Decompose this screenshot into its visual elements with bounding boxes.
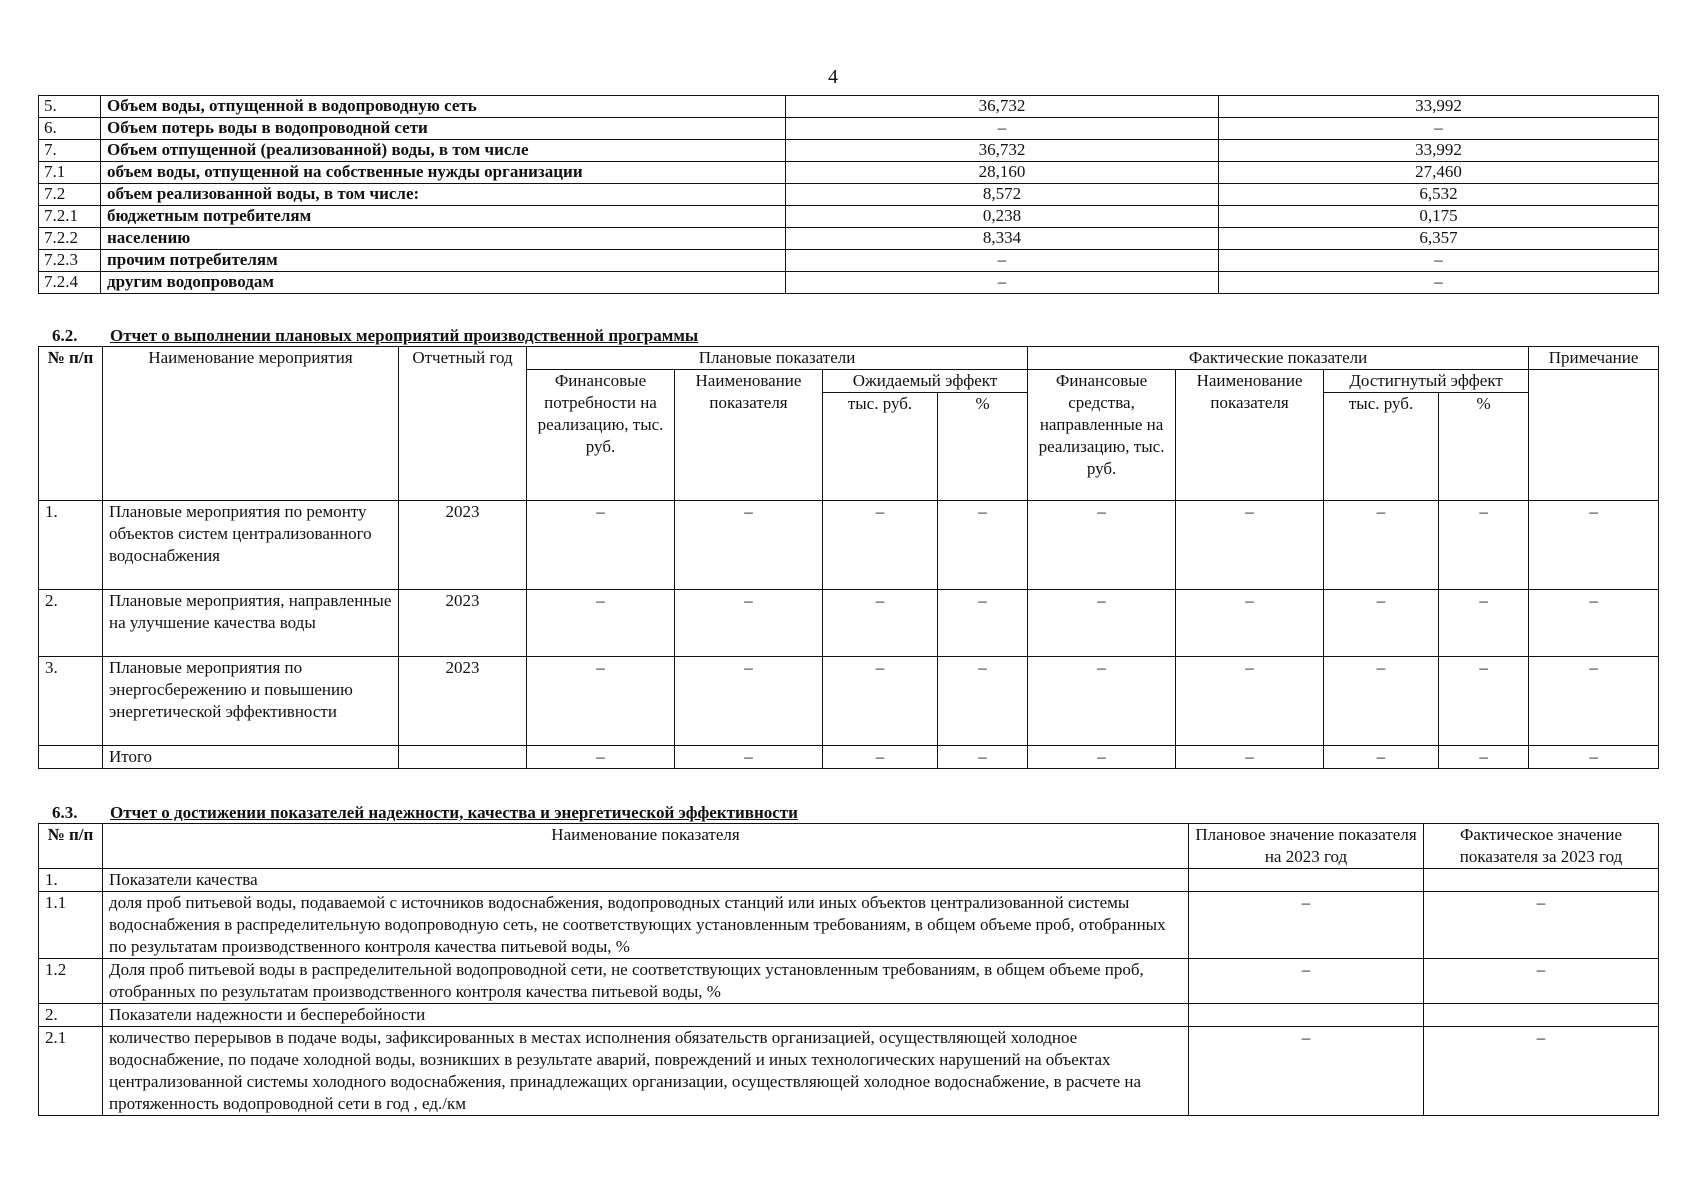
header-note-empty	[1529, 370, 1659, 501]
row-number: 7.2.4	[39, 272, 101, 294]
cell-value: –	[1439, 501, 1529, 590]
row-name: Доля проб питьевой воды в распределительной водопроводной сети, не соответствующих установленным требованиям, в общем объеме проб, отобранных по результатам производственного контроля качества питьевой воды, %	[103, 959, 1189, 1004]
value-plan: –	[786, 272, 1219, 294]
value-plan: –	[1189, 959, 1424, 1004]
value-fact: –	[1219, 118, 1659, 140]
row-name: Плановые мероприятия по энергосбережению и повышению энергетической эффективности	[103, 657, 399, 746]
row-number: 2.	[39, 590, 103, 657]
header-row	[39, 824, 1659, 869]
value-plan: –	[1189, 892, 1424, 959]
planned-activities-table	[38, 346, 1659, 769]
cell-value: –	[527, 590, 675, 657]
section-number: 6.2.	[52, 326, 78, 345]
table-row	[39, 501, 1659, 590]
cell-value: –	[823, 590, 938, 657]
table-row	[39, 1027, 1659, 1116]
row-name: Показатели надежности и бесперебойности	[103, 1004, 1189, 1027]
row-number: 6.	[39, 118, 101, 140]
header-expected-effect: Ожидаемый эффект	[823, 370, 1028, 393]
cell-value: –	[1324, 746, 1439, 769]
header-num: № п/п	[39, 824, 103, 869]
table-row	[39, 162, 1659, 184]
cell-value: –	[1324, 657, 1439, 746]
cell-value: –	[1439, 590, 1529, 657]
value-plan: 8,572	[786, 184, 1219, 206]
row-name: Объем отпущенной (реализованной) воды, в том числе	[101, 140, 786, 162]
header-plan-pct: %	[938, 393, 1028, 501]
table-row	[39, 206, 1659, 228]
cell-value: –	[1176, 590, 1324, 657]
row-number: 5.	[39, 96, 101, 118]
value-fact: –	[1424, 892, 1659, 959]
row-number: 1.2	[39, 959, 103, 1004]
value-plan: –	[786, 118, 1219, 140]
table-row	[39, 140, 1659, 162]
table-row	[39, 869, 1659, 892]
value-plan: 0,238	[786, 206, 1219, 228]
cell-value: –	[1028, 657, 1176, 746]
cell-value: –	[823, 501, 938, 590]
cell-value: –	[823, 746, 938, 769]
row-number: 7.2	[39, 184, 101, 206]
table-row	[39, 118, 1659, 140]
value-plan: 36,732	[786, 96, 1219, 118]
value-plan: 8,334	[786, 228, 1219, 250]
header-planned: Плановые показатели	[527, 347, 1028, 370]
table-row	[39, 590, 1659, 657]
header-row	[39, 347, 1659, 370]
table-row	[39, 96, 1659, 118]
value-fact: –	[1219, 272, 1659, 294]
value-plan: 28,160	[786, 162, 1219, 184]
section-6-3-heading	[52, 803, 798, 823]
row-number: 3.	[39, 657, 103, 746]
cell-empty	[1424, 869, 1659, 892]
cell-value: –	[1028, 590, 1176, 657]
cell-value: –	[1028, 501, 1176, 590]
header-plan-indicator: Наименование показателя	[675, 370, 823, 501]
water-volume-table	[38, 95, 1659, 294]
header-fact: Фактическое значение показателя за 2023 год	[1424, 824, 1659, 869]
table-row	[39, 657, 1659, 746]
header-fact-indicator: Наименование показателя	[1176, 370, 1324, 501]
row-name: объем реализованной воды, в том числе:	[101, 184, 786, 206]
total-num-empty	[39, 746, 103, 769]
table-row	[39, 228, 1659, 250]
header-fact-rub: тыс. руб.	[1324, 393, 1439, 501]
cell-value: –	[1529, 657, 1659, 746]
row-name: прочим потребителям	[101, 250, 786, 272]
cell-value: –	[527, 746, 675, 769]
row-name: Объем потерь воды в водопроводной сети	[101, 118, 786, 140]
cell-value: –	[675, 746, 823, 769]
row-name: Объем воды, отпущенной в водопроводную сеть	[101, 96, 786, 118]
value-plan: –	[786, 250, 1219, 272]
table-row	[39, 250, 1659, 272]
cell-value: –	[1176, 501, 1324, 590]
cell-value: –	[1529, 590, 1659, 657]
row-name: количество перерывов в подаче воды, зафиксированных в местах исполнения обязательств организацией, осуществляющей холодное водоснабжение, по подаче холодной воды, возникших в результате аварий, повреждений и иных технологических нарушений на объектах централизованной системы холодного водоснабжения, принадлежащих организации, осуществляющей холодное водоснабжение, в расчете на протяженность водопроводной сети в год , ед./км	[103, 1027, 1189, 1116]
row-number: 7.2.2	[39, 228, 101, 250]
cell-value: –	[1028, 746, 1176, 769]
value-plan: –	[1189, 1027, 1424, 1116]
cell-value: –	[823, 657, 938, 746]
row-name: Показатели качества	[103, 869, 1189, 892]
value-fact: 6,357	[1219, 228, 1659, 250]
section-6-2-heading	[52, 326, 698, 346]
cell-value: –	[938, 746, 1028, 769]
row-name: другим водопроводам	[101, 272, 786, 294]
header-name: Наименование мероприятия	[103, 347, 399, 501]
value-fact: –	[1424, 1027, 1659, 1116]
cell-empty	[1189, 1004, 1424, 1027]
value-plan: 36,732	[786, 140, 1219, 162]
header-fact-pct: %	[1439, 393, 1529, 501]
value-fact: 27,460	[1219, 162, 1659, 184]
header-fact-fin: Финансовые средства, направленные на реализацию, тыс. руб.	[1028, 370, 1176, 501]
row-name: Плановые мероприятия, направленные на улучшение качества воды	[103, 590, 399, 657]
table-row	[39, 1004, 1659, 1027]
value-fact: –	[1424, 959, 1659, 1004]
cell-value: –	[675, 657, 823, 746]
row-year: 2023	[399, 590, 527, 657]
cell-value: –	[1324, 501, 1439, 590]
total-row	[39, 746, 1659, 769]
table-row	[39, 272, 1659, 294]
total-label: Итого	[103, 746, 399, 769]
table-row	[39, 892, 1659, 959]
header-actual: Фактические показатели	[1028, 347, 1529, 370]
row-year: 2023	[399, 501, 527, 590]
row-number: 1.1	[39, 892, 103, 959]
cell-value: –	[1439, 657, 1529, 746]
value-fact: 6,532	[1219, 184, 1659, 206]
cell-value: –	[675, 590, 823, 657]
page-number: 4	[828, 66, 838, 88]
row-year: 2023	[399, 657, 527, 746]
cell-value: –	[527, 657, 675, 746]
total-year-empty	[399, 746, 527, 769]
value-fact: 33,992	[1219, 140, 1659, 162]
row-number: 2.	[39, 1004, 103, 1027]
cell-value: –	[938, 590, 1028, 657]
row-number: 7.1	[39, 162, 101, 184]
cell-empty	[1424, 1004, 1659, 1027]
cell-empty	[1189, 869, 1424, 892]
row-number: 1.	[39, 501, 103, 590]
value-fact: 0,175	[1219, 206, 1659, 228]
cell-value: –	[938, 501, 1028, 590]
row-number: 2.1	[39, 1027, 103, 1116]
table-row	[39, 184, 1659, 206]
row-name: Плановые мероприятия по ремонту объектов систем централизованного водоснабжения	[103, 501, 399, 590]
table-row	[39, 959, 1659, 1004]
header-num: № п/п	[39, 347, 103, 501]
cell-value: –	[1324, 590, 1439, 657]
header-plan-rub: тыс. руб.	[823, 393, 938, 501]
header-plan: Плановое значение показателя на 2023 год	[1189, 824, 1424, 869]
value-fact: –	[1219, 250, 1659, 272]
section-title: Отчет о достижении показателей надежности, качества и энергетической эффективности	[110, 803, 798, 822]
row-name: бюджетным потребителям	[101, 206, 786, 228]
cell-value: –	[1529, 746, 1659, 769]
row-name: объем воды, отпущенной на собственные нужды организации	[101, 162, 786, 184]
water-volume-table-body	[39, 96, 1659, 294]
row-name: населению	[101, 228, 786, 250]
value-fact: 33,992	[1219, 96, 1659, 118]
header-year: Отчетный год	[399, 347, 527, 501]
cell-value: –	[1439, 746, 1529, 769]
indicators-table	[38, 823, 1659, 1116]
header-plan-fin: Финансовые потребности на реализацию, тыс. руб.	[527, 370, 675, 501]
header-name: Наименование показателя	[103, 824, 1189, 869]
row-name: доля проб питьевой воды, подаваемой с источников водоснабжения, водопроводных станций или иных объектов централизованной системы водоснабжения в распределительную водопроводную сеть, не соответствующих установленным требованиям, в общем объеме проб, отобранных по результатам производственного контроля качества питьевой воды, %	[103, 892, 1189, 959]
header-achieved-effect: Достигнутый эффект	[1324, 370, 1529, 393]
cell-value: –	[1529, 501, 1659, 590]
cell-value: –	[527, 501, 675, 590]
row-number: 7.2.1	[39, 206, 101, 228]
cell-value: –	[938, 657, 1028, 746]
section-title: Отчет о выполнении плановых мероприятий производственной программы	[110, 326, 699, 345]
row-number: 7.	[39, 140, 101, 162]
section-number: 6.3.	[52, 803, 78, 822]
row-number: 7.2.3	[39, 250, 101, 272]
header-note: Примечание	[1529, 347, 1659, 370]
row-number: 1.	[39, 869, 103, 892]
cell-value: –	[1176, 657, 1324, 746]
cell-value: –	[675, 501, 823, 590]
cell-value: –	[1176, 746, 1324, 769]
